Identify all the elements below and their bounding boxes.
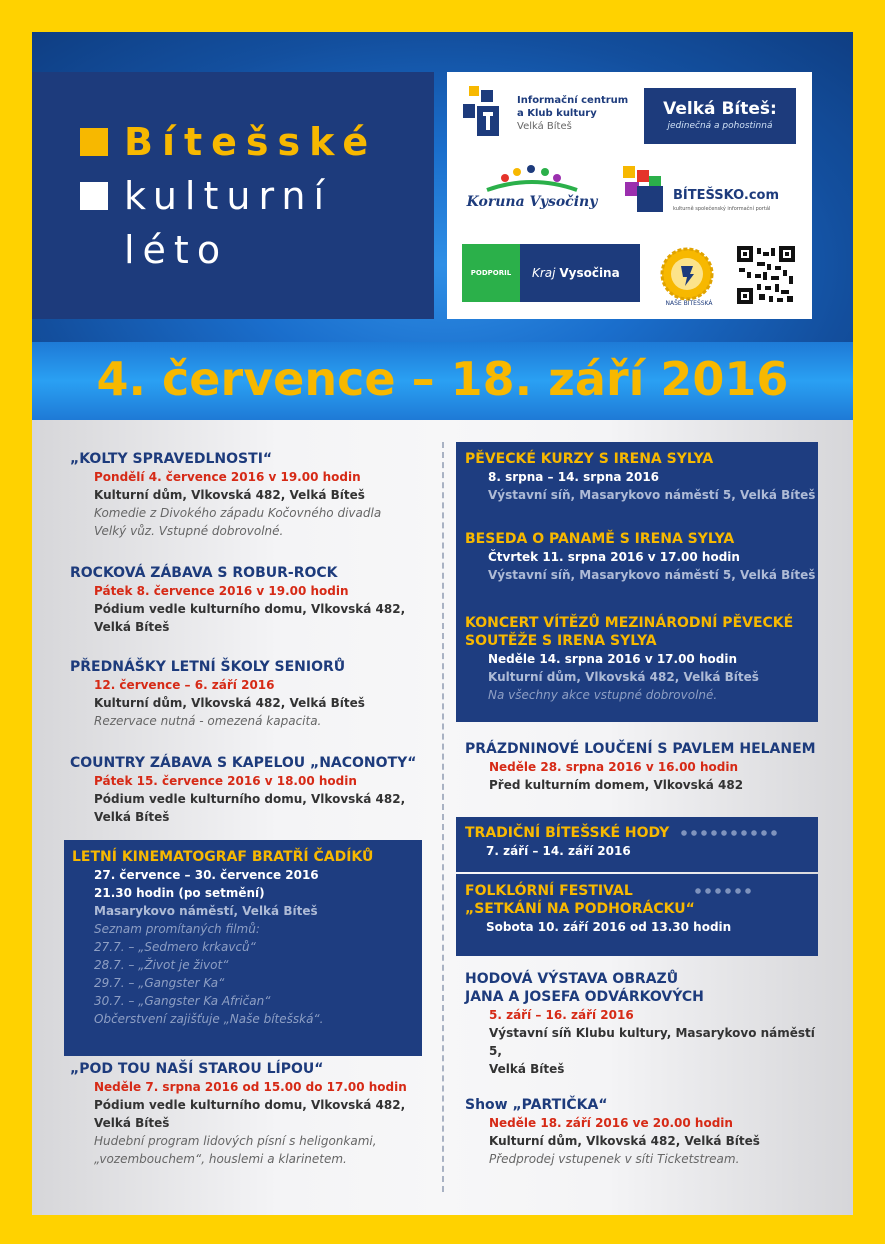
- column-divider: [442, 442, 444, 1192]
- event-pod-tou-nasi-starou-lipou: „POD TOU NAŠÍ STAROU LÍPOU“ Neděle 7. srpna 2016 od 15.00 do 17.00 hodin Pódium vedle kulturního domu, Vlkovská 482, Velká Bíteš Hudební program lidových písní s heligonkami, „vozembouchem“, houslemi a klarinetem.: [70, 1061, 407, 1166]
- bitessko-squares-icon: [619, 162, 669, 218]
- event-letni-kinematograf: LETNÍ KINEMATOGRAF BRATŘÍ ČADÍKŮ 27. července – 30. července 2016 21.30 hodin (po setmění) Masarykovo náměstí, Velká Bíteš Seznam promítaných filmů: 27.7. – „Sedmero krkavců“ 28.7. – „Život je život“ 29.7. – „Gangster Ka“ 30.7. – „Gangster Ka Afričan“ Občerstvení zajišťuje „Naše bítešská“.: [64, 840, 422, 1056]
- event-tradicni-hody: TRADIČNÍ BÍTEŠSKÉ HODY 7. září – 14. září 2016: [456, 817, 818, 872]
- nase-bitesska-text: NAŠE BÍTEŠSKÁ: [665, 300, 713, 307]
- event-kolty-spravedlnosti: „KOLTY SPRAVEDLNOSTI“ Pondělí 4. července 2016 v 19.00 hodin Kulturní dům, Vlkovská 482, Velká Bíteš Komedie z Divokého západu Kočovného divadla Velký vůz. Vstupné dobrovolné.: [70, 451, 382, 538]
- event-show-particka: Show „PARTIČKA“ Neděle 18. září 2016 ve 20.00 hodin Kulturní dům, Vlkovská 482, Velká Bíteš Předprodej vstupenek v síti Ticketstream.: [465, 1097, 760, 1166]
- event-hodova-vystava: HODOVÁ VÝSTAVA OBRAZŮ JANA A JOSEFA ODVÁRKOVÝCH 5. září – 16. září 2016 Výstavní síň Klubu kultury, Masarykovo náměstí 5, Velká Bíteš: [465, 971, 815, 1076]
- gold-square-icon: [80, 128, 108, 156]
- nase-bitesska-seal-icon: [659, 246, 715, 302]
- bitessko-logo: BÍTEŠSKO.com kulturně společenský informační portál: [619, 162, 804, 222]
- event-prazdninove-louceni: PRÁZDNINOVÉ LOUČENÍ S PAVLEM HELANEM Neděle 28. srpna 2016 v 16.00 hodin Před kulturním domem, Vlkovská 482: [465, 741, 816, 792]
- velka-bites-logo: Velká Bíteš: jedinečná a pohostinná: [644, 88, 796, 144]
- event-folklorni-festival: FOLKLÓRNÍ FESTIVAL „SETKÁNÍ NA PODHORÁCKU“ Sobota 10. září 2016 od 13.30 hodin: [456, 874, 818, 956]
- sponsor-logos: [447, 72, 812, 319]
- event-koncert-vitezu: KONCERT VÍTĚZŮ MEZINÁRODNÍ PĚVECKÉ SOUTĚŽE S IRENA SYLYA Neděle 14. srpna 2016 v 17.00 hodin Kulturní dům, Vlkovská 482, Velká Bíteš Na všechny akce vstupné dobrovolné.: [465, 615, 794, 702]
- festival-date-range: 4. července – 18. září 2016: [96, 352, 789, 406]
- title-line-2: kulturní: [124, 174, 333, 218]
- title-line-3: léto: [124, 228, 229, 272]
- event-pevecke-kurzy: PĚVECKÉ KURZY S IRENA SYLYA 8. srpna – 14. srpna 2016 Výstavní síň, Masarykovo náměstí 5, Velká Bíteš: [465, 451, 816, 502]
- info-centre-logo-text: Informační centrum a Klub kultury Velká Bíteš: [517, 95, 629, 132]
- poster: [32, 32, 853, 1215]
- event-prednasky-seniori: PŘEDNÁŠKY LETNÍ ŠKOLY SENIORŮ 12. července – 6. září 2016 Kulturní dům, Vlkovská 482, Velká Bíteš Rezervace nutná - omezená kapacita.: [70, 659, 365, 728]
- decorative-dots-2: [693, 887, 753, 895]
- title-line-1: Bítešské: [124, 120, 378, 164]
- koruna-vysociny-logo: Koruna Vysočiny: [457, 160, 607, 220]
- event-country-zabava: COUNTRY ZÁBAVA S KAPELOU „NACONOTY“ Pátek 15. července 2016 v 18.00 hodin Pódium vedle kulturního domu, Vlkovská 482, Velká Bíteš: [70, 755, 417, 824]
- qr-code-icon[interactable]: [737, 246, 795, 304]
- event-rockova-zabava: ROCKOVÁ ZÁBAVA S ROBUR-ROCK Pátek 8. července 2016 v 19.00 hodin Pódium vedle kulturního domu, Vlkovská 482, Velká Bíteš: [70, 565, 406, 634]
- event-beseda-o-paname: BESEDA O PANAMĚ S IRENA SYLYA Čtvrtek 11. srpna 2016 v 17.00 hodin Výstavní síň, Masarykovo náměstí 5, Velká Bíteš: [465, 531, 816, 582]
- info-centre-logo-icon: [461, 86, 501, 138]
- decorative-dots: [679, 829, 781, 837]
- kraj-vysocina-logo: PODPORIL Kraj Vysočina: [462, 244, 640, 302]
- crown-dots-icon: [457, 160, 607, 194]
- white-square-icon: [80, 182, 108, 210]
